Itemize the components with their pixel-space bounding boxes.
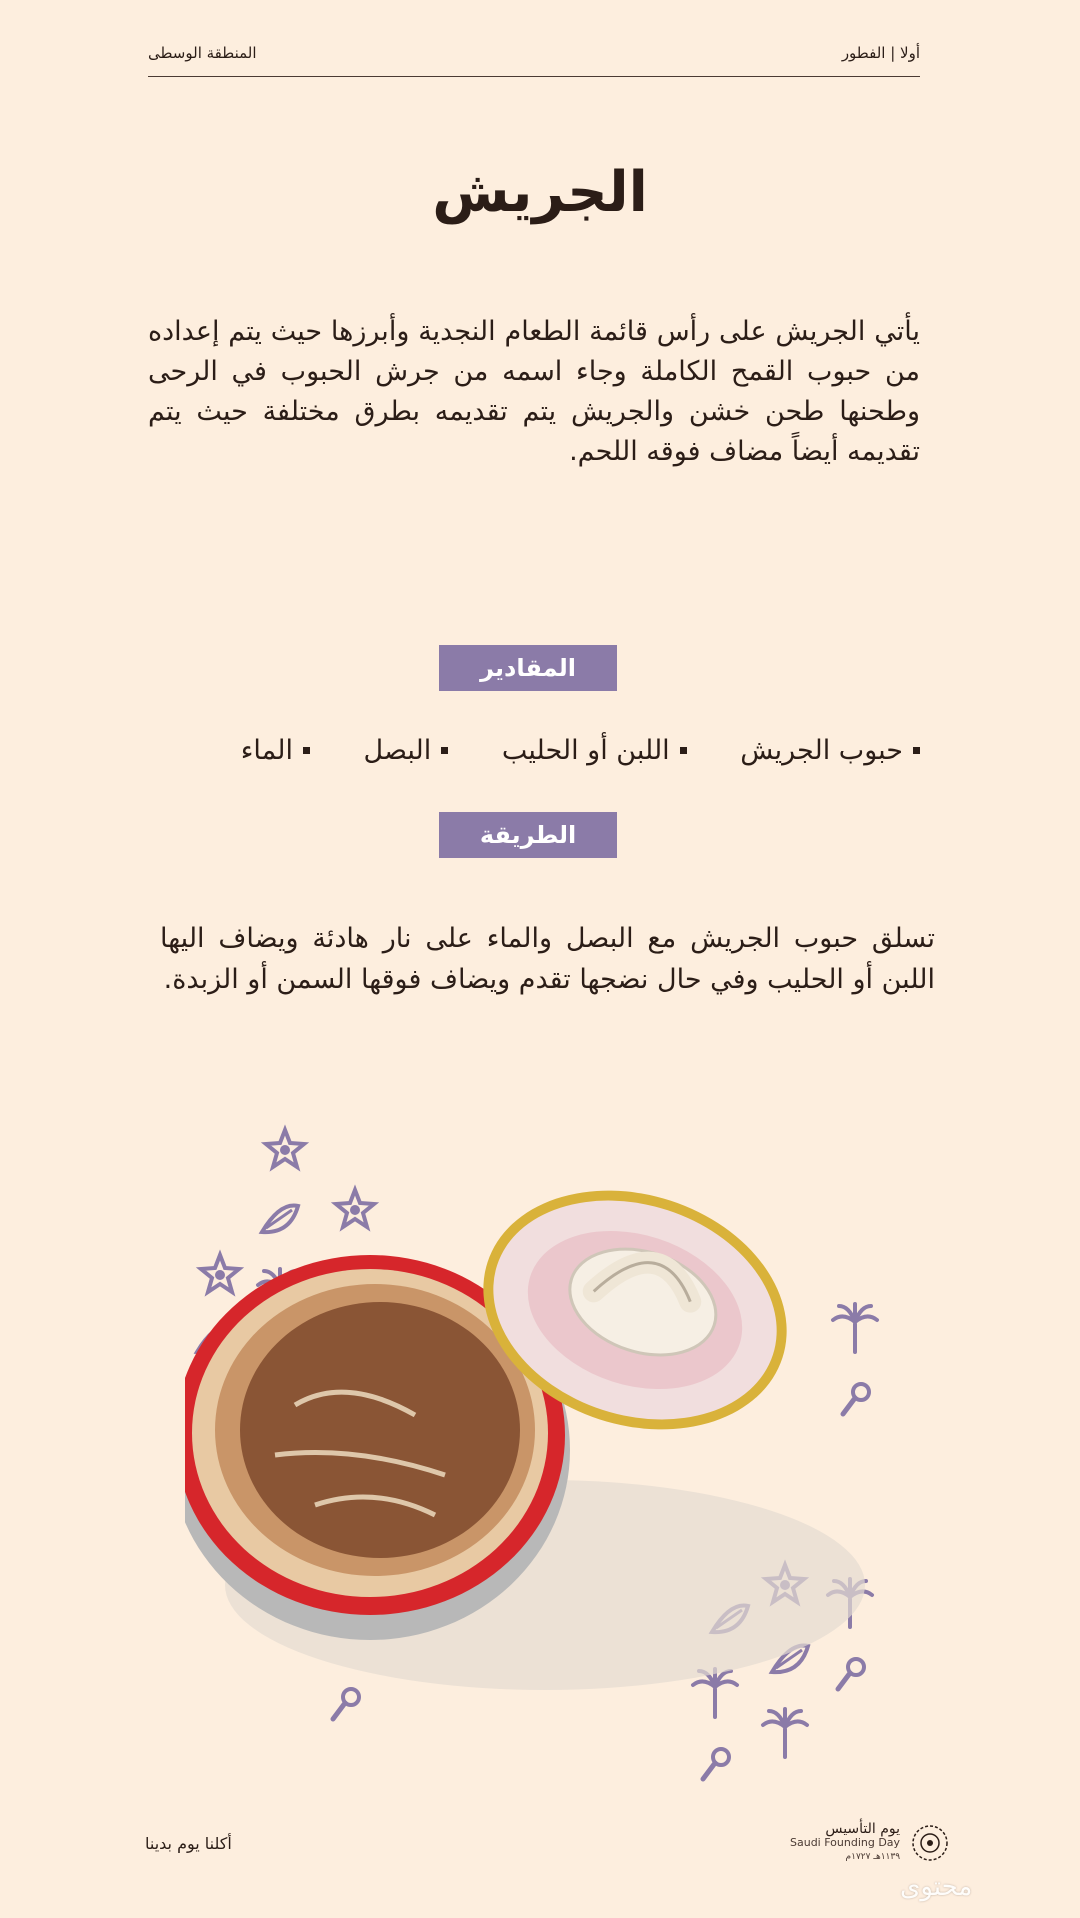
page-title: الجريش (432, 160, 648, 225)
bullet-icon (680, 747, 687, 754)
bullet-icon (913, 747, 920, 754)
method-label: الطريقة (439, 812, 617, 858)
header-section: أولا | الفطور (841, 44, 920, 62)
footer-slogan: أكلنا يوم بدينا (145, 1834, 232, 1853)
method-paragraph: تسلق حبوب الجريش مع البصل والماء على نار هادئة ويضاف اليها اللبن أو الحليب وفي حال نضجها تقدم ويضاف فوقها السمن أو الزبدة. (160, 923, 935, 995)
list-item: الماء (150, 735, 310, 766)
logo-arabic: يوم التأسيس (825, 1821, 901, 1837)
ingredients-list (150, 730, 920, 770)
list-item: اللبن أو الحليب (502, 735, 687, 766)
bullet-icon (441, 747, 448, 754)
jareesh-pot-illustration (185, 1115, 915, 1795)
list-item: البصل (364, 735, 449, 766)
header-region: المنطقة الوسطى (148, 44, 257, 62)
page-header (148, 44, 920, 77)
founding-day-logo (790, 1822, 950, 1864)
logo-year: ١١٣٩هـ ١٧٢٧م (845, 1852, 901, 1862)
watermark: محتوى (900, 1872, 973, 1902)
ingredients-label: المقادير (439, 645, 617, 691)
logo-english: Saudi Founding Day (790, 1836, 901, 1849)
founding-day-emblem-icon (910, 1823, 950, 1863)
list-item: حبوب الجريش (740, 735, 920, 766)
intro-paragraph: يأتي الجريش على رأس قائمة الطعام النجدية وأبرزها حيث يتم إعداده من حبوب القمح الكاملة وجاء اسمه من جرش الحبوب في الرحى وطحنها طحن خشن والجريش يتم تقديمه بطرق مختلفة حيث يتم تقديمه أيضاً مضاف فوقه اللحم. (148, 316, 920, 467)
bullet-icon (303, 747, 310, 754)
